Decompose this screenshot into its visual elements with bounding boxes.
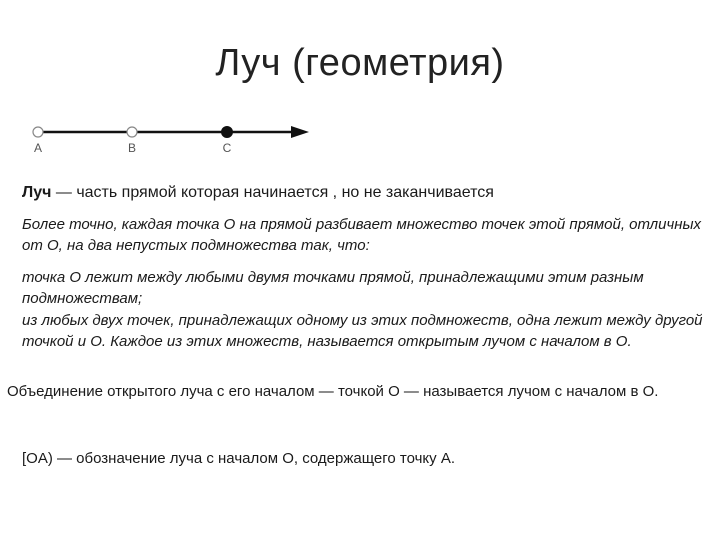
point-a [33,127,43,137]
point-b [127,127,137,137]
definition [22,182,494,203]
definition-term: Луч [22,184,52,201]
page-title: Луч (геометрия) [215,42,505,84]
precise-paragraph: Более точно, каждая точка O на прямой разбивает множество точек этой прямой, отличных от O, на два непустых подмножества так, что: [22,216,702,254]
ray-arrowhead-icon [291,126,309,138]
condition-1-paragraph: точка O лежит между любыми двумя точками прямой, принадлежащими этим разным подмножествам; [22,269,644,307]
condition-2-paragraph: из любых двух точек, принадлежащих одному из этих подмножеств, одна лежит между другой точкой и O. Каждое из этих множеств, называется открытым лучом с началом в O. [22,312,703,350]
label-c: C [222,141,232,155]
point-c [222,127,233,138]
ray-diagram [26,118,326,158]
label-b: B [127,141,137,155]
notation-paragraph: [OA) — обозначение луча с началом O, содержащего точку A. [22,450,455,467]
definition-text: — часть прямой которая начинается , но не заканчивается [51,184,494,201]
label-a: A [33,141,43,155]
union-paragraph: Объединение открытого луча с его началом — точкой O — называется лучом с началом в O. [7,383,659,400]
